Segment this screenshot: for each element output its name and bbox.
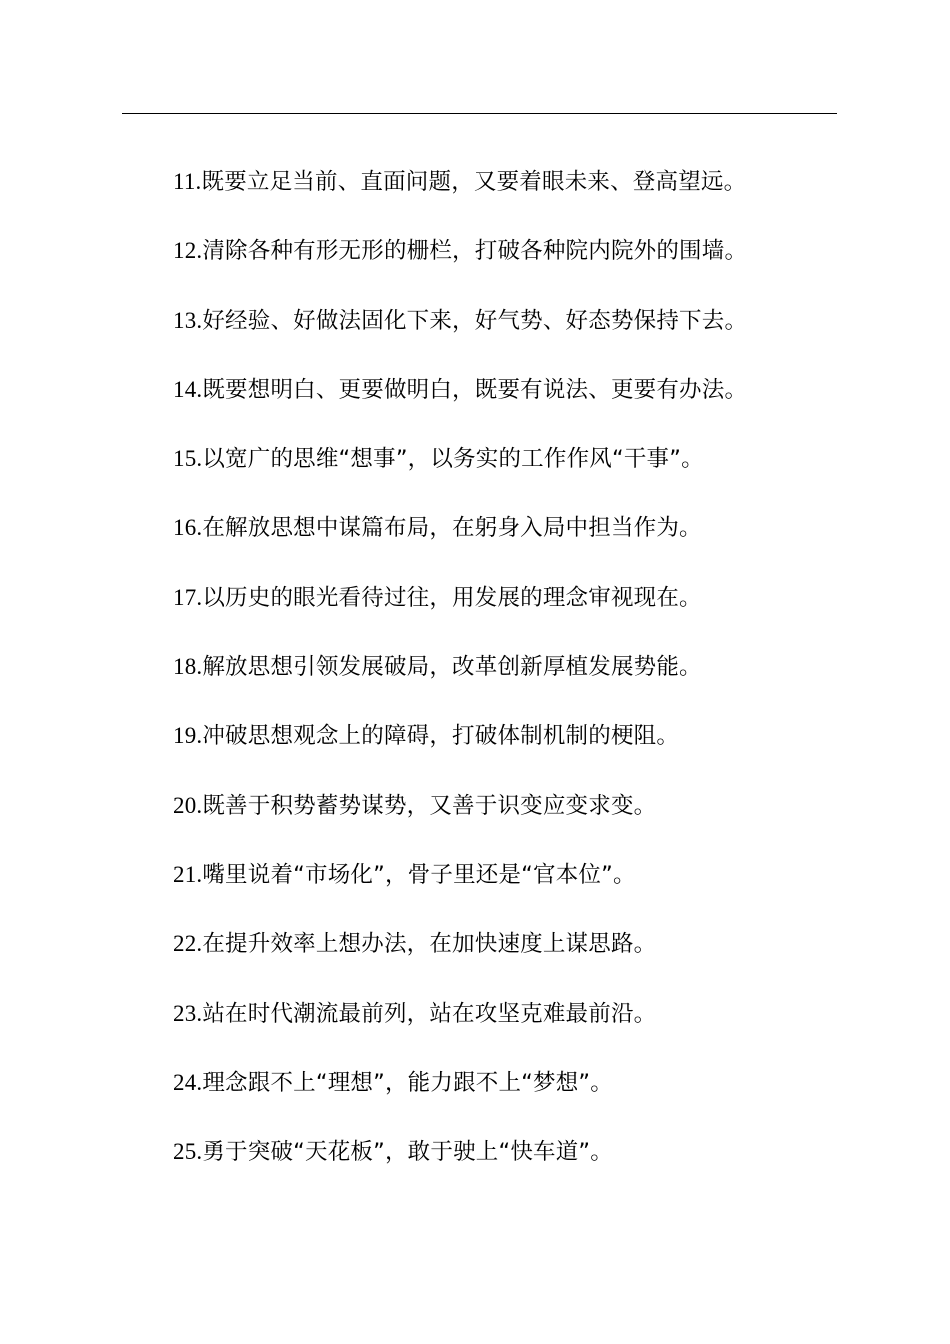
item-number: 23.	[173, 1000, 203, 1026]
list-item	[173, 576, 873, 645]
item-text: 好经验、好做法固化下来，好气势、好态势保持下去。	[202, 307, 748, 334]
item-text: 既善于积势蓄势谋势，又善于识变应变求变。	[202, 792, 657, 819]
item-number: 15.	[173, 446, 203, 472]
list-item	[173, 229, 873, 298]
item-number: 25.	[173, 1139, 203, 1165]
item-number: 12.	[173, 238, 203, 264]
item-text: 在提升效率上想办法，在加快速度上谋思路。	[202, 931, 657, 958]
list-item	[173, 506, 873, 575]
item-text: 理念跟不上“理想”，能力跟不上“梦想”。	[202, 1069, 613, 1096]
item-text: 既要立足当前、直面问题，又要着眼未来、登高望远。	[201, 169, 747, 195]
item-number: 22.	[173, 931, 203, 957]
list-item	[173, 437, 873, 506]
list-item	[173, 714, 873, 783]
item-text: 解放思想引领发展破局，改革创新厚植发展势能。	[202, 654, 702, 681]
list-item	[173, 299, 873, 368]
item-number: 18.	[173, 654, 203, 680]
item-text: 勇于突破“天花板”，敢于驶上“快车道”。	[202, 1139, 613, 1166]
item-text: 嘴里说着“市场化”，骨子里还是“官本位”。	[202, 861, 636, 888]
list-item	[173, 922, 873, 991]
item-number: 17.	[173, 584, 203, 610]
list-item	[173, 1061, 873, 1130]
item-number: 13.	[173, 307, 203, 333]
item-text: 清除各种有形无形的栅栏，打破各种院内院外的围墙。	[202, 238, 748, 265]
item-text: 以历史的眼光看待过往，用发展的理念审视现在。	[202, 584, 702, 611]
list-item	[173, 992, 873, 1061]
item-number: 24.	[173, 1069, 203, 1095]
item-text: 以宽广的思维“想事”，以务实的工作作风“干事”。	[202, 446, 704, 473]
header-rule	[122, 113, 837, 114]
item-text: 在解放思想中谋篇布局，在躬身入局中担当作为。	[202, 515, 702, 542]
list-item	[173, 784, 873, 853]
numbered-list	[173, 160, 873, 1199]
item-text: 既要想明白、更要做明白，既要有说法、更要有办法。	[202, 376, 748, 403]
item-number: 19.	[173, 723, 203, 749]
item-number: 20.	[173, 792, 203, 818]
item-text: 冲破思想观念上的障碍，打破体制机制的梗阻。	[202, 723, 680, 750]
list-item	[173, 368, 873, 437]
item-number: 16.	[173, 515, 203, 541]
item-number: 21.	[173, 861, 203, 887]
item-number: 14.	[173, 376, 203, 402]
list-item	[173, 645, 873, 714]
list-item	[173, 1130, 873, 1199]
item-text: 站在时代潮流最前列，站在攻坚克难最前沿。	[202, 1000, 657, 1027]
item-number: 11.	[173, 169, 202, 194]
list-item	[173, 853, 873, 922]
list-item	[173, 160, 873, 229]
